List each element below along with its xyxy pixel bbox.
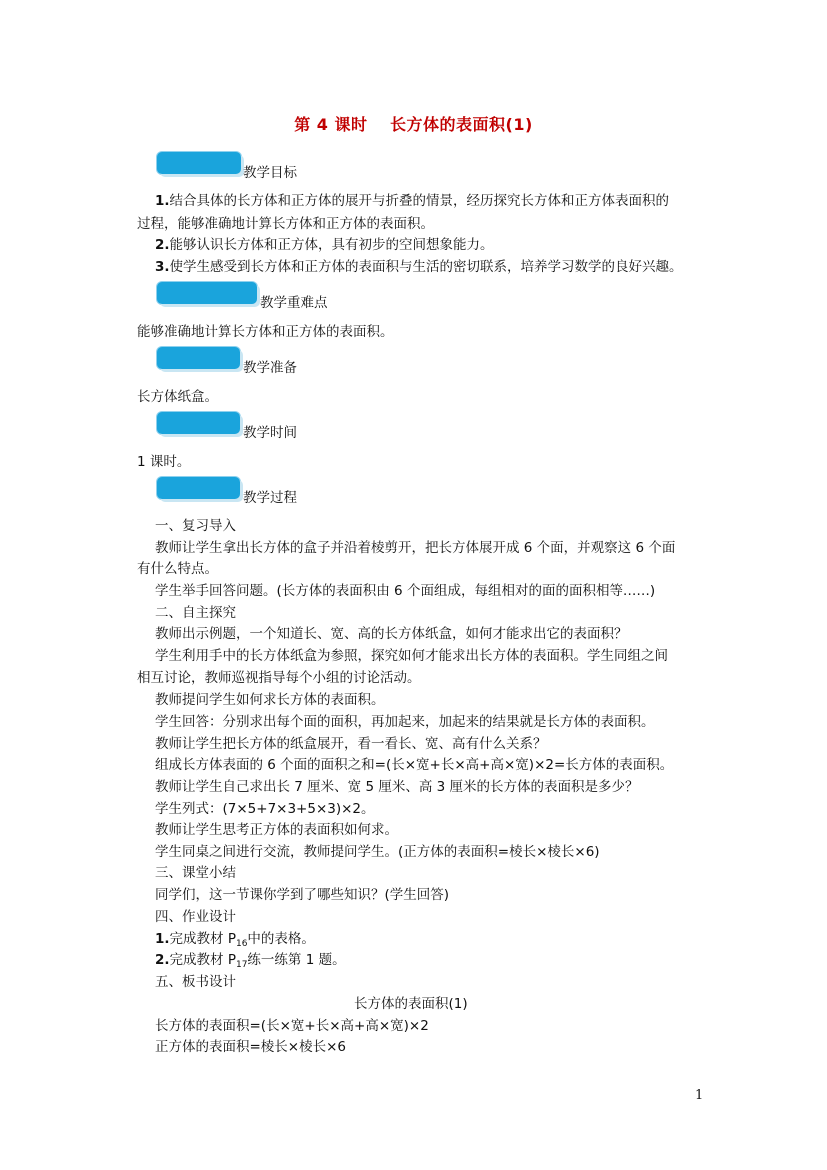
section-label: 教学重难点 [260,295,328,311]
process-heading-3: 三、课堂小结 [155,865,236,881]
board-line-2: 正方体的表面积=棱长×棱长×6 [155,1039,347,1055]
process-para: 学生回答：分别求出每个面的面积，再加起来，加起来的结果就是长方体的表面积。 [155,714,655,730]
process-para: 学生列式：(7×5+7×3+5×3)×2。 [155,801,375,817]
section-badge [157,282,257,304]
section-badge [157,347,240,369]
process-para: 学生举手回答问题。(长方体的表面积由 6 个面组成，每组相对的面的面积相等……) [155,583,656,599]
process-heading-2: 二、自主探究 [155,605,236,621]
process-para: 学生同桌之间进行交流，教师提问学生。(正方体的表面积=棱长×棱长×6) [155,844,600,860]
key-points-text: 能够准确地计算长方体和正方体的表面积。 [137,324,394,340]
process-para: 有什么特点。 [137,561,218,577]
section-label: 教学准备 [243,360,297,376]
board-title: 长方体的表面积(1) [354,996,468,1012]
process-heading-1: 一、复习导入 [155,518,236,534]
process-para: 教师提问学生如何求长方体的表面积。 [155,692,385,708]
page-number: 1 [695,1088,704,1103]
goal-3: 3.使学生感受到长方体和正方体的表面积与生活的密切联系，培养学习数学的良好兴趣。 [155,259,683,275]
goal-1-line-1: 1.结合具体的长方体和正方体的展开与折叠的情景，经历探究长方体和正方体表面积的 [155,193,670,209]
goal-1-line-2: 过程，能够准确地计算长方体和正方体的表面积。 [137,216,434,232]
section-label: 教学过程 [243,490,297,506]
section-badge [157,152,241,174]
section-badge [157,412,240,434]
process-para: 学生利用手中的长方体纸盒为参照，探究如何才能求出长方体的表面积。学生同组之间 [155,648,668,664]
section-label: 教学目标 [243,165,297,181]
process-heading-5: 五、板书设计 [155,974,236,990]
process-para: 教师出示例题，一个知道长、宽、高的长方体纸盒，如何才能求出它的表面积？ [155,626,628,642]
process-para: 教师让学生拿出长方体的盒子并沿着棱剪开，把长方体展开成 6 个面，并观察这 6 个面 [155,540,676,556]
homework-item-2: 2.完成教材 $P_{17}$练一练第 1 题。 [155,952,346,970]
section-badge [157,477,240,499]
homework-item-1: 1.完成教材 $P_{16}$中的表格。 [155,931,315,949]
process-para: 教师让学生思考正方体的表面积如何求。 [155,822,398,838]
preparation-text: 长方体纸盒。 [137,389,218,405]
time-text: 1 课时。 [137,454,191,470]
page-title: 第 4 课时 长方体的表面积(1) [294,115,533,134]
board-line-1: 长方体的表面积=(长×宽+长×高+高×宽)×2 [155,1018,429,1034]
process-para: 相互讨论，教师巡视指导每个小组的讨论活动。 [137,670,421,686]
process-heading-4: 四、作业设计 [155,909,236,925]
section-label: 教学时间 [243,425,297,441]
goal-2: 2.能够认识长方体和正方体，具有初步的空间想象能力。 [155,237,494,253]
process-para: 组成长方体表面的 6 个面的面积之和=(长×宽+长×高+高×宽)×2=长方体的表面积。 [155,757,674,773]
process-para: 教师让学生把长方体的纸盒展开，看一看长、宽、高有什么关系？ [155,736,547,752]
process-para: 教师让学生自己求出长 7 厘米、宽 5 厘米、高 3 厘米的长方体的表面积是多少？ [155,779,639,795]
process-para: 同学们，这一节课你学到了哪些知识？(学生回答) [155,887,450,903]
